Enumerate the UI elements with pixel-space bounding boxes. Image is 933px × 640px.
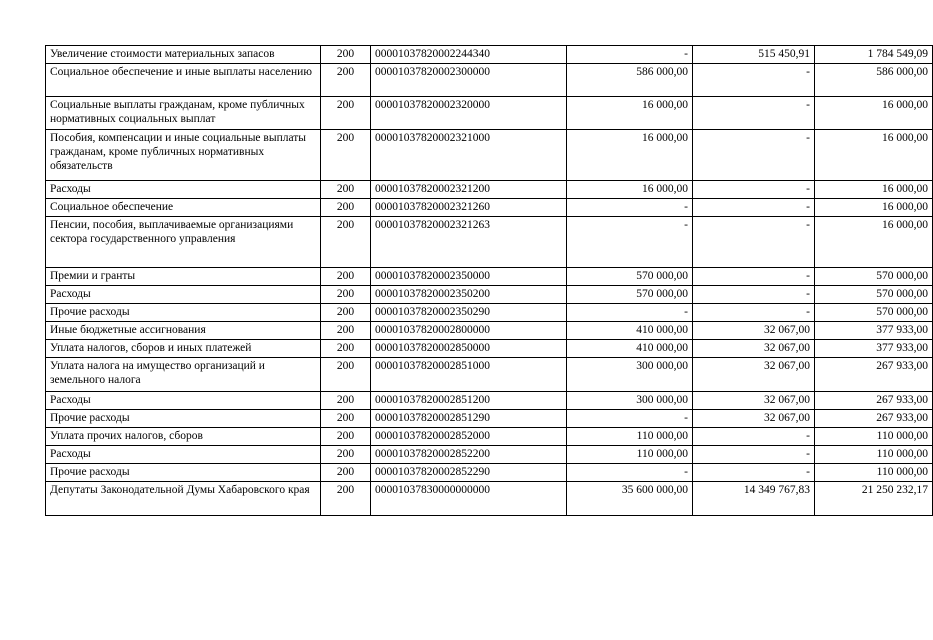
table-row	[46, 410, 933, 428]
row-executed: -	[693, 268, 815, 286]
row-approved: 16 000,00	[567, 97, 693, 130]
row-approved: -	[567, 410, 693, 428]
row-name: Прочие расходы	[46, 464, 321, 482]
table-row	[46, 446, 933, 464]
row-remaining: 570 000,00	[815, 268, 933, 286]
row-remaining: 21 250 232,17	[815, 482, 933, 516]
table-row	[46, 428, 933, 446]
row-executed: -	[693, 64, 815, 97]
row-line-code: 200	[321, 428, 371, 446]
row-approved: 570 000,00	[567, 268, 693, 286]
row-executed: 32 067,00	[693, 358, 815, 392]
row-line-code: 200	[321, 446, 371, 464]
row-line-code: 200	[321, 64, 371, 97]
row-remaining: 267 933,00	[815, 410, 933, 428]
row-line-code: 200	[321, 268, 371, 286]
row-remaining: 110 000,00	[815, 464, 933, 482]
table-row	[46, 97, 933, 130]
row-name: Уплата налога на имущество организаций и земельного налога	[46, 358, 321, 392]
row-approved: 300 000,00	[567, 358, 693, 392]
table-row	[46, 392, 933, 410]
row-remaining: 110 000,00	[815, 428, 933, 446]
row-name: Уплата налогов, сборов и иных платежей	[46, 340, 321, 358]
row-executed: -	[693, 464, 815, 482]
row-executed: -	[693, 217, 815, 268]
row-remaining: 16 000,00	[815, 217, 933, 268]
table-row	[46, 199, 933, 217]
table-row	[46, 64, 933, 97]
row-name: Расходы	[46, 181, 321, 199]
table-row	[46, 322, 933, 340]
row-approved: 410 000,00	[567, 340, 693, 358]
row-budget-code: 00001037820002852290	[371, 464, 567, 482]
row-approved: -	[567, 304, 693, 322]
row-executed: -	[693, 428, 815, 446]
row-executed: -	[693, 130, 815, 181]
row-budget-code: 00001037820002851290	[371, 410, 567, 428]
row-line-code: 200	[321, 482, 371, 516]
row-line-code: 200	[321, 358, 371, 392]
row-name: Социальные выплаты гражданам, кроме публичных нормативных социальных выплат	[46, 97, 321, 130]
table-row	[46, 268, 933, 286]
row-name: Социальное обеспечение	[46, 199, 321, 217]
row-approved: -	[567, 464, 693, 482]
row-executed: -	[693, 181, 815, 199]
row-line-code: 200	[321, 392, 371, 410]
row-name: Расходы	[46, 286, 321, 304]
row-executed: 32 067,00	[693, 322, 815, 340]
row-remaining: 16 000,00	[815, 130, 933, 181]
row-budget-code: 00001037820002800000	[371, 322, 567, 340]
row-budget-code: 00001037820002321260	[371, 199, 567, 217]
row-remaining: 16 000,00	[815, 199, 933, 217]
table-row	[46, 130, 933, 181]
row-name: Депутаты Законодательной Думы Хабаровского края	[46, 482, 321, 516]
row-remaining: 16 000,00	[815, 181, 933, 199]
row-remaining: 267 933,00	[815, 358, 933, 392]
row-remaining: 110 000,00	[815, 446, 933, 464]
row-budget-code: 00001037820002851000	[371, 358, 567, 392]
row-line-code: 200	[321, 130, 371, 181]
row-name: Прочие расходы	[46, 410, 321, 428]
row-line-code: 200	[321, 464, 371, 482]
row-budget-code: 00001037830000000000	[371, 482, 567, 516]
row-name: Премии и гранты	[46, 268, 321, 286]
row-approved: 16 000,00	[567, 181, 693, 199]
row-approved: -	[567, 46, 693, 64]
row-name: Социальное обеспечение и иные выплаты населению	[46, 64, 321, 97]
row-executed: -	[693, 304, 815, 322]
row-approved: 570 000,00	[567, 286, 693, 304]
row-approved: -	[567, 199, 693, 217]
budget-table	[45, 45, 933, 516]
table-row	[46, 46, 933, 64]
table-row	[46, 464, 933, 482]
row-name: Расходы	[46, 446, 321, 464]
row-budget-code: 00001037820002321200	[371, 181, 567, 199]
row-remaining: 1 784 549,09	[815, 46, 933, 64]
row-executed: -	[693, 286, 815, 304]
table-row	[46, 286, 933, 304]
row-approved: 110 000,00	[567, 428, 693, 446]
row-line-code: 200	[321, 181, 371, 199]
row-remaining: 377 933,00	[815, 340, 933, 358]
row-remaining: 570 000,00	[815, 286, 933, 304]
row-remaining: 377 933,00	[815, 322, 933, 340]
row-name: Увеличение стоимости материальных запасов	[46, 46, 321, 64]
row-remaining: 267 933,00	[815, 392, 933, 410]
row-line-code: 200	[321, 340, 371, 358]
row-budget-code: 00001037820002852000	[371, 428, 567, 446]
row-name: Пенсии, пособия, выплачиваемые организациями сектора государственного управления	[46, 217, 321, 268]
row-line-code: 200	[321, 304, 371, 322]
row-name: Уплата прочих налогов, сборов	[46, 428, 321, 446]
table-row	[46, 358, 933, 392]
row-executed: 32 067,00	[693, 392, 815, 410]
row-budget-code: 00001037820002852200	[371, 446, 567, 464]
row-budget-code: 00001037820002850000	[371, 340, 567, 358]
row-budget-code: 00001037820002300000	[371, 64, 567, 97]
row-executed: 32 067,00	[693, 410, 815, 428]
row-executed: 515 450,91	[693, 46, 815, 64]
row-approved: 110 000,00	[567, 446, 693, 464]
table-row	[46, 304, 933, 322]
row-budget-code: 00001037820002321000	[371, 130, 567, 181]
row-name: Иные бюджетные ассигнования	[46, 322, 321, 340]
row-approved: 300 000,00	[567, 392, 693, 410]
row-line-code: 200	[321, 322, 371, 340]
row-budget-code: 00001037820002350000	[371, 268, 567, 286]
row-budget-code: 00001037820002244340	[371, 46, 567, 64]
row-remaining: 570 000,00	[815, 304, 933, 322]
row-line-code: 200	[321, 217, 371, 268]
table-row	[46, 181, 933, 199]
row-budget-code: 00001037820002851200	[371, 392, 567, 410]
row-remaining: 16 000,00	[815, 97, 933, 130]
row-name: Пособия, компенсации и иные социальные выплаты гражданам, кроме публичных нормативных обязательств	[46, 130, 321, 181]
table-row	[46, 217, 933, 268]
row-executed: -	[693, 97, 815, 130]
table-row	[46, 482, 933, 516]
row-budget-code: 00001037820002350200	[371, 286, 567, 304]
row-name: Прочие расходы	[46, 304, 321, 322]
row-approved: 35 600 000,00	[567, 482, 693, 516]
row-line-code: 200	[321, 199, 371, 217]
row-line-code: 200	[321, 286, 371, 304]
row-executed: -	[693, 199, 815, 217]
row-approved: -	[567, 217, 693, 268]
row-executed: 14 349 767,83	[693, 482, 815, 516]
budget-table-body	[46, 46, 933, 516]
row-executed: -	[693, 446, 815, 464]
row-approved: 586 000,00	[567, 64, 693, 97]
row-budget-code: 00001037820002320000	[371, 97, 567, 130]
row-executed: 32 067,00	[693, 340, 815, 358]
row-budget-code: 00001037820002350290	[371, 304, 567, 322]
table-row	[46, 340, 933, 358]
row-name: Расходы	[46, 392, 321, 410]
row-approved: 410 000,00	[567, 322, 693, 340]
row-approved: 16 000,00	[567, 130, 693, 181]
row-remaining: 586 000,00	[815, 64, 933, 97]
row-line-code: 200	[321, 410, 371, 428]
row-line-code: 200	[321, 46, 371, 64]
row-budget-code: 00001037820002321263	[371, 217, 567, 268]
row-line-code: 200	[321, 97, 371, 130]
